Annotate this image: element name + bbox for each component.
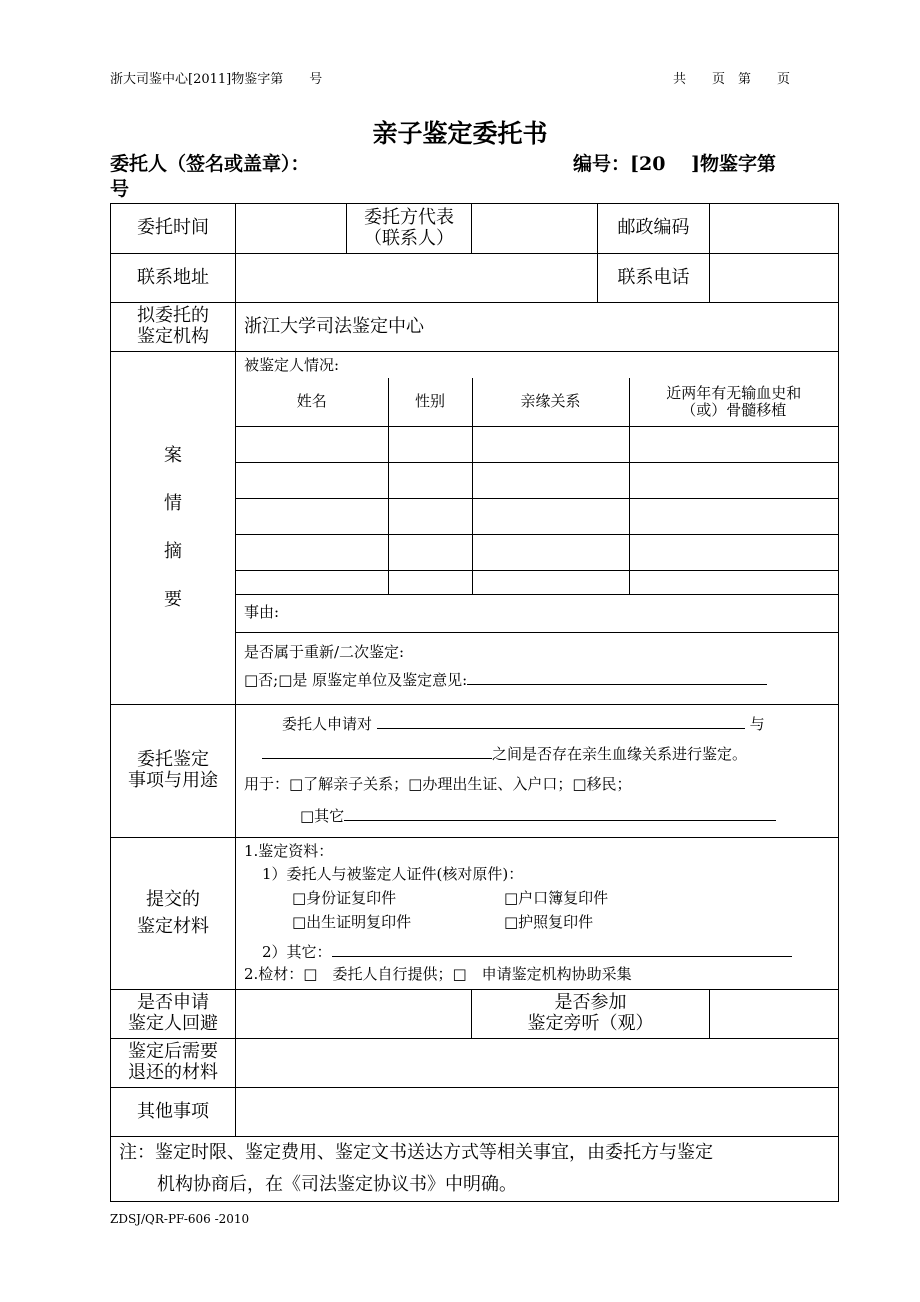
doc-row-1 [236,889,838,913]
commission-time-field[interactable] [236,204,347,254]
col-name-header: 姓名 [236,378,388,426]
col-gender-header: 性别 [388,378,472,426]
phone-field[interactable] [710,254,839,303]
apply-line: 委托人申请对 与 [282,715,765,733]
reason-label: 事由: [244,603,280,622]
observe-label: 是否参加 鉴定旁听（观） [472,990,710,1039]
col-relation-header: 亲缘关系 [472,378,629,426]
document-number-label: 编号：[20 ]物鉴字第 [573,153,777,175]
institution-label: 拟委托的 鉴定机构 [111,303,236,352]
zip-code-label: 邮政编码 [598,204,710,254]
return-materials-label: 鉴定后需要 退还的材料 [111,1039,236,1088]
party-b-blank[interactable] [262,743,492,759]
other-matters-label: 其他事项 [111,1088,236,1137]
matters-label: 委托鉴定 事项与用途 [111,705,236,838]
person-row [236,570,838,594]
materials-area [236,838,839,990]
zip-code-field[interactable] [710,204,839,254]
recusal-field[interactable] [236,990,472,1039]
doc-row-2 [236,913,838,941]
client-signature-label: 委托人（签名或盖章）： [110,153,310,175]
materials-1-2: 2）其它： [236,941,838,965]
id-card-copy-checkbox[interactable]: □身份证复印件 [292,889,397,907]
persons-label: 被鉴定人情况: [244,356,340,374]
address-field[interactable] [236,254,598,303]
materials-label: 提交的 鉴定材料 [111,838,236,990]
note: 注：鉴定时限、鉴定费用、鉴定文书送达方式等相关事宜，由委托方与鉴定 机构协商后，在《司法鉴定协议书》中明确。 [111,1137,839,1202]
commission-time-label: 委托时间 [111,204,236,254]
document-reference: 浙大司鉴中心[2011]物鉴字第 号 [110,72,323,87]
purpose-line[interactable]: 用于：□了解亲子关系；□办理出生证、入户口；□移民； [244,775,632,793]
matters-area [236,705,839,838]
representative-field[interactable] [472,204,598,254]
commission-form-table [110,203,839,1202]
person-row [236,534,838,570]
return-materials-field[interactable] [236,1039,839,1088]
original-opinion-blank[interactable] [467,669,767,685]
case-summary-label: 案 情 摘 要 [111,352,236,705]
document-number-suffix: 号 [110,178,130,200]
reappraisal-options [236,669,838,693]
persons-table [236,378,838,633]
institution-value: 浙江大学司法鉴定中心 [236,303,839,352]
representative-label: 委托方代表 （联系人） [347,204,472,254]
hukou-copy-checkbox[interactable]: □户口簿复印件 [504,889,609,907]
materials-2[interactable]: 2.检材：□ 委托人自行提供；□ 申请鉴定机构协助采集 [244,965,632,983]
purpose-other-blank[interactable] [344,805,776,821]
col-transfusion-header: 近两年有无输血史和 （或）骨髓移植 [629,378,838,426]
party-a-blank[interactable] [377,713,745,729]
birth-cert-copy-checkbox[interactable]: □出生证明复印件 [292,913,412,931]
page-info: 共 页 第 页 [673,72,791,87]
person-row [236,498,838,534]
reason-field[interactable] [236,594,838,632]
purpose-other-line: □其它 [236,805,838,831]
passport-copy-checkbox[interactable]: □护照复印件 [504,913,594,931]
page-title: 亲子鉴定委托书 [372,119,548,148]
form-code: ZDSJ/QR-PF-606 -2010 [110,1212,250,1226]
observe-field[interactable] [710,990,839,1039]
phone-label: 联系电话 [598,254,710,303]
reappraisal-options-text[interactable]: □否;□是 原鉴定单位及鉴定意见: [244,670,468,689]
reappraisal-question: 是否属于重新/二次鉴定: [244,642,405,661]
recusal-label: 是否申请 鉴定人回避 [111,990,236,1039]
case-summary-area [236,352,839,705]
materials-1-1: 1）委托人与被鉴定人证件(核对原件)： [262,865,524,883]
other-materials-blank[interactable] [332,941,792,957]
person-row [236,426,838,462]
materials-1: 1.鉴定资料： [244,842,334,860]
person-row [236,462,838,498]
other-matters-field[interactable] [236,1088,839,1137]
address-label: 联系地址 [111,254,236,303]
apply-line-2: 之间是否存在亲生血缘关系进行鉴定。 [236,743,838,775]
